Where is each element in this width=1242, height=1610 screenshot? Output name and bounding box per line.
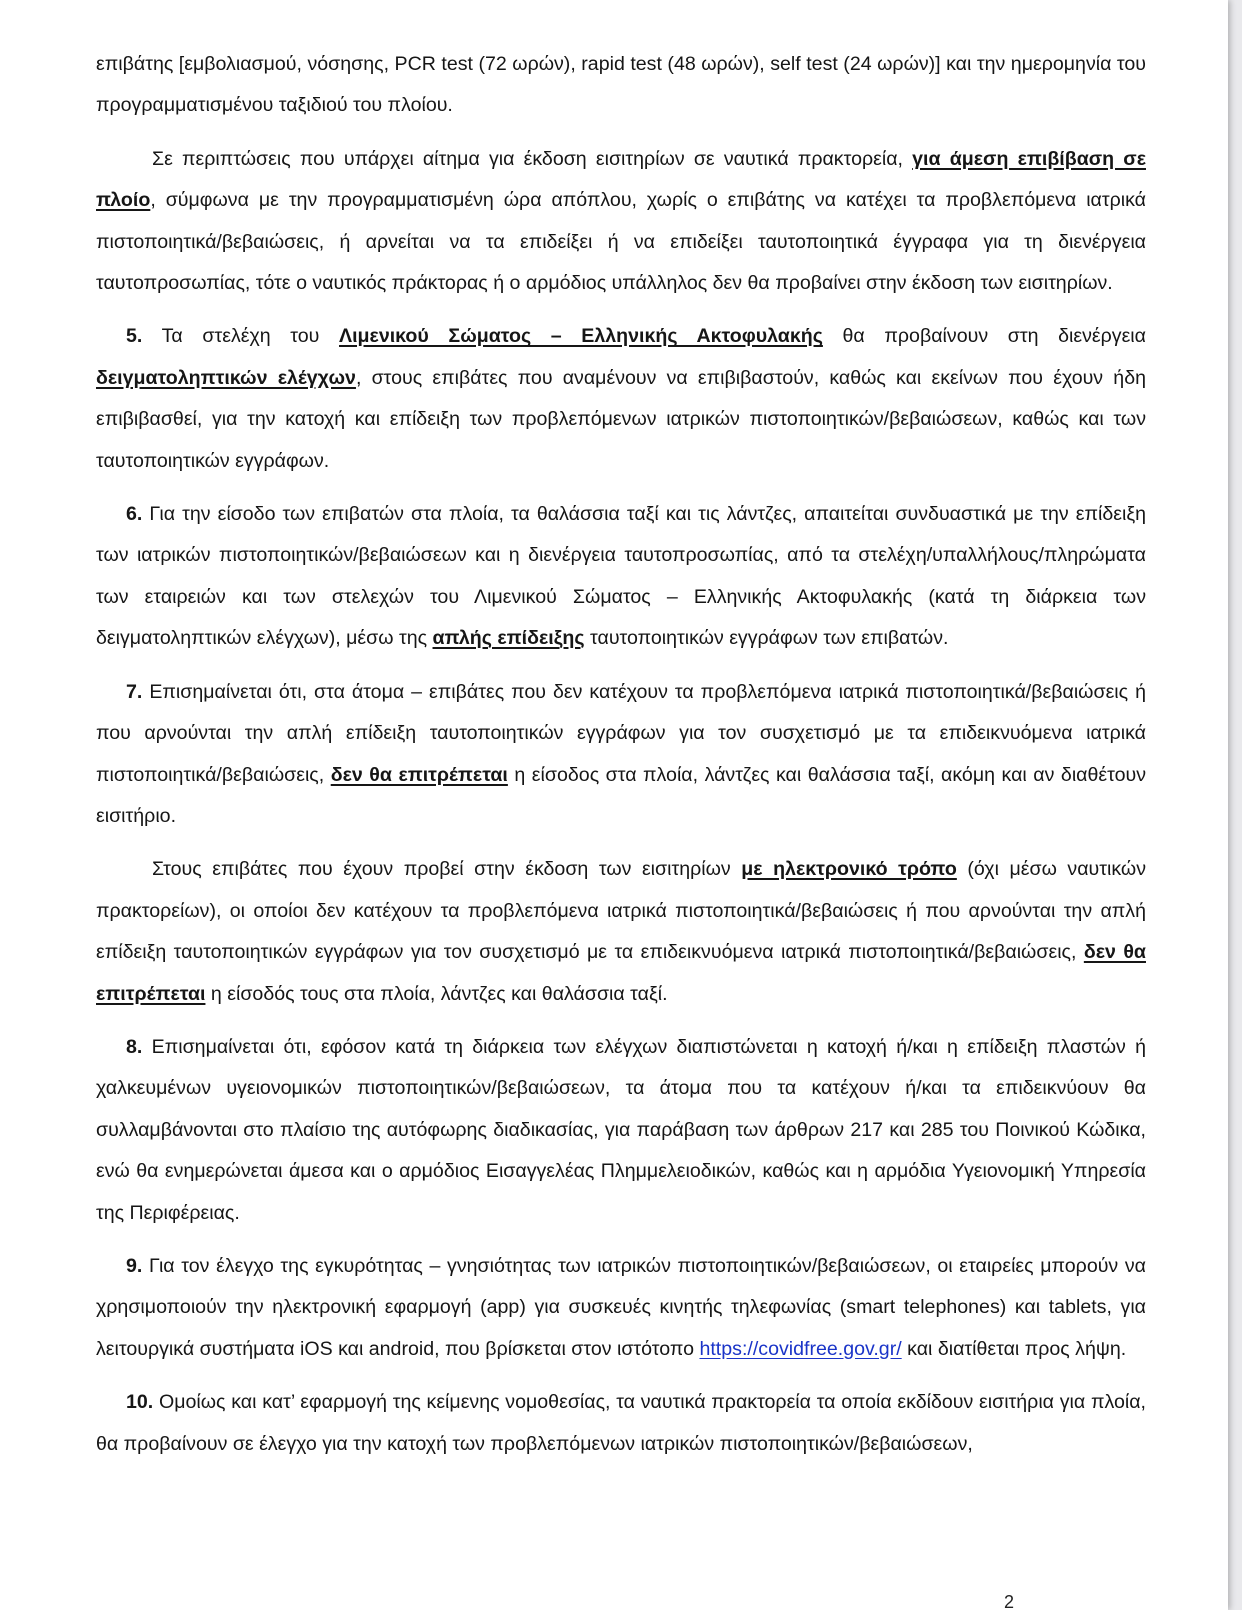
emphasis-text: για άμεση επιβίβαση σε πλοίο <box>96 147 1146 212</box>
list-item-8 <box>96 1027 1146 1234</box>
paragraph-text: Για την είσοδο των επιβατών στα πλοία, τα θαλάσσια ταξί και τις λάντζες, απαιτείται συνδυαστικά με την επίδειξη των ιατρικών πιστοποιητικών/βεβαιώσεων και η διενέργεια ταυτοπροσωπίας, από τα στελέχη/υπαλλήλους/πληρώματα των εταιρειών και των στελεχών του Λιμενικού Σώματος – Ελληνικής Ακτοφυλακής (κατά τη διάρκεια των δειγματοληπτικών ελέγχων), μέσω της <box>96 503 1146 650</box>
paragraph-ticket-issuance <box>96 139 1146 305</box>
paragraph-text: Στους επιβάτες που έχουν προβεί στην έκδοση των εισιτηρίων <box>152 858 742 881</box>
list-item-9 <box>96 1246 1146 1370</box>
paragraph-text: Ομοίως και κατ’ εφαρμογή της κείμενης νομοθεσίας, τα ναυτικά πρακτορεία τα οποία εκδίδουν εισιτήρια για πλοία, θα προβαίνουν σε έλεγχο για την κατοχή των προβλεπόμενων ιατρικών πιστοποιητικών/βεβαιώσεων, <box>96 1391 1146 1455</box>
paragraph-text: , σύμφωνα με την προγραμματισμένη ώρα απόπλου, χωρίς ο επιβάτης να κατέχει τα προβλεπόμενα ιατρικά πιστοποιητικά/βεβαιώσεις, ή αρνείται να τα επιδείξει ή να επιδείξει ταυτοποιητικά έγγραφα για τη διενέργεια ταυτοπροσωπίας, τότε ο ναυτικός πράκτορας ή ο αρμόδιος υπάλληλος δεν θα προβαίνει στην έκδοση των εισιτηρίων. <box>96 189 1146 295</box>
paragraph-text: θα προβαίνουν στη διενέργεια <box>822 325 1146 348</box>
paragraph-text: Επισημαίνεται ότι, εφόσον κατά τη διάρκεια των ελέγχων διαπιστώνεται η κατοχή ή/και η επίδειξη πλαστών ή χαλκευμένων υγειονομικών πιστοποιητικών/βεβαιώσεων, τα άτομα που τα κατέχουν ή/και τα επιδεικνύουν θα συλλαμβάνονται στο πλαίσιο της αυτόφωρης διαδικασίας, για παράβαση των άρθρων 217 και 285 του Ποινικού Κώδικα, ενώ θα ενημερώνεται άμεσα και ο αρμόδιος Εισαγγελέας Πλημμελειοδικών, καθώς και η αρμόδια Υγειονομική Υπηρεσία της Περιφέρειας. <box>96 1035 1146 1224</box>
document-body <box>96 44 1146 1477</box>
paragraph-text: (όχι μέσω ναυτικών πρακτορείων), οι οποίοι δεν κατέχουν τα προβλεπόμενα ιατρικά πιστοποιητικά/βεβαιώσεις ή που αρνούνται την απλή επίδειξη ταυτοποιητικών εγγράφων για τον συσχετισμό με τα επιδεικνυόμενα ιατρικά πιστοποιητικά/βεβαιώσεις, <box>96 858 1147 964</box>
page-number: 2 <box>1004 1592 1015 1610</box>
emphasis-text: Λιμενικού Σώματος – Ελληνικής Ακτοφυλακής <box>339 325 823 348</box>
list-item-7 <box>96 672 1146 838</box>
paragraph-text: η είσοδος στα πλοία, λάντζες και θαλάσσια ταξί, ακόμη και αν διαθέτουν εισιτήριο. <box>96 763 1147 827</box>
paragraph-text: Σε περιπτώσεις που υπάρχει αίτημα για έκδοση εισιτηρίων σε ναυτικά πρακτορεία, <box>152 147 913 170</box>
paragraph-text: η είσοδός τους στα πλοία, λάντζες και θαλάσσια ταξί. <box>205 982 668 1005</box>
emphasis-text: με ηλεκτρονικό τρόπο <box>741 858 957 881</box>
covidfree-link[interactable]: https://covidfree.gov.gr/ <box>699 1337 902 1360</box>
paragraph-text: Για τον έλεγχο της εγκυρότητας – γνησιότητας των ιατρικών πιστοποιητικών/βεβαιώσεων, οι εταιρείες μπορούν να χρησιμοποιούν την ηλεκτρονική εφαρμογή (app) για συσκευές κινητής τηλεφωνίας (smart telephones) και tablets, για λειτουργικά συστήματα iOS και android, που βρίσκεται στον ιστότοπο <box>96 1254 1146 1360</box>
paragraph-online-tickets <box>96 849 1146 1015</box>
item-number: 9. <box>126 1254 143 1277</box>
emphasis-text: δεν θα επιτρέπεται <box>330 763 508 786</box>
emphasis-text: δεν θα επιτρέπεται <box>96 941 1146 1005</box>
item-number: 6. <box>126 503 143 526</box>
paragraph-text: επιβάτης [εμβολιασμού, νόσησης, PCR test (72 ωρών), rapid test (48 ωρών), self test (24 ωρών)] και την ημερομηνία του προγραμματισμένου ταξιδιού του πλοίου. <box>96 53 1146 117</box>
item-number: 8. <box>126 1035 143 1058</box>
paragraph-text: Επισημαίνεται ότι, στα άτομα – επιβάτες που δεν κατέχουν τα προβλεπόμενα ιατρικά πιστοποιητικά/βεβαιώσεις ή που αρνούνται την απλή επίδειξη ταυτοποιητικών εγγράφων για τον συσχετισμό με τα επιδεικνυόμενα ιατρικά πιστοποιητικά/βεβαιώσεις, <box>96 680 1146 786</box>
item-number: 10. <box>126 1391 154 1414</box>
emphasis-text: απλής επίδειξης <box>432 627 585 650</box>
list-item-5 <box>96 316 1146 482</box>
list-item-10 <box>96 1382 1146 1465</box>
emphasis-text: δειγματοληπτικών ελέγχων <box>96 366 356 389</box>
item-number: 5. <box>126 325 143 348</box>
list-item-6 <box>96 494 1146 660</box>
paragraph-text: Τα στελέχη του <box>142 325 340 348</box>
item-number: 7. <box>126 680 143 703</box>
paragraph-intro <box>96 44 1146 127</box>
paragraph-text: , στους επιβάτες που αναμένουν να επιβιβαστούν, καθώς και εκείνων που έχουν ήδη επιβιβασθεί, για την κατοχή και επίδειξη των προβλεπόμενων ιατρικών πιστοποιητικών/βεβαιώσεων, καθώς και των ταυτοποιητικών εγγράφων. <box>96 366 1146 472</box>
paragraph-text: και διατίθεται προς λήψη. <box>901 1337 1127 1360</box>
paragraph-text: ταυτοποιητικών εγγράφων των επιβατών. <box>584 627 949 650</box>
